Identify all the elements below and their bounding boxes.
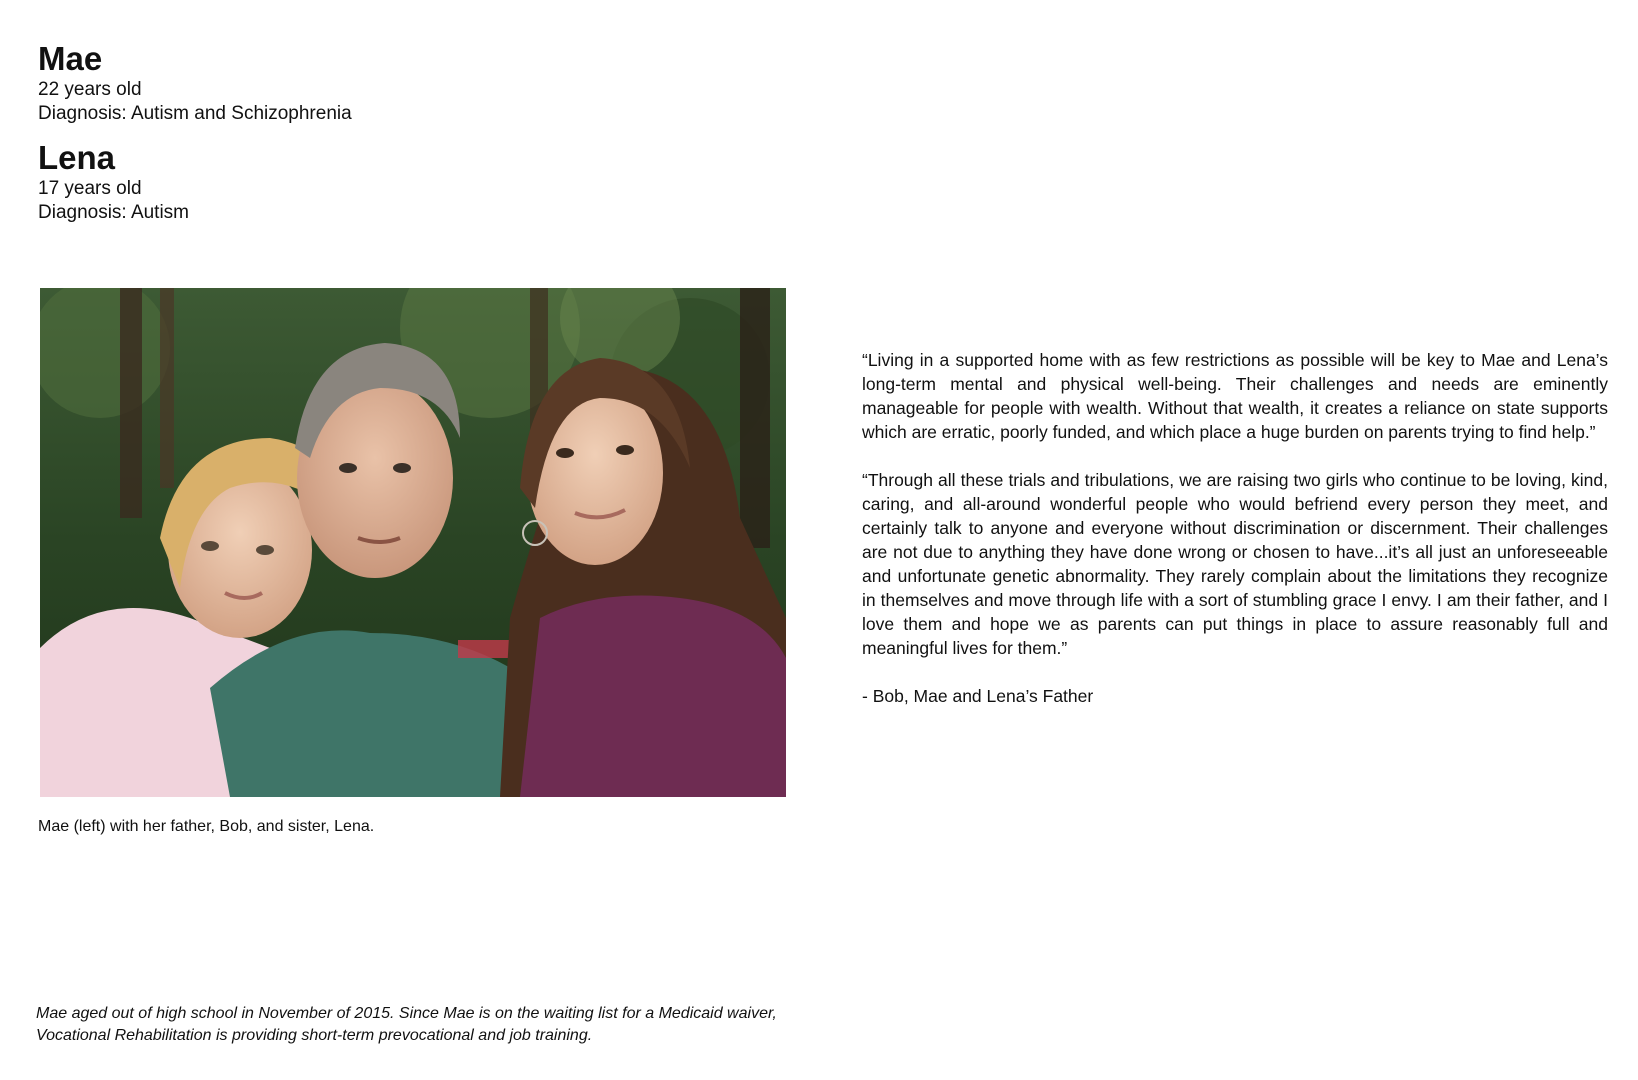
photo-caption: Mae (left) with her father, Bob, and sister, Lena. (38, 818, 375, 835)
footnote: Mae aged out of high school in November of 2015. Since Mae is on the waiting list for a Medicaid waiver, Vocational Rehabilitation is providing short-term prevocational and job training. (36, 1005, 777, 1044)
profile-age: 22 years old (38, 79, 142, 100)
family-photo (40, 288, 786, 797)
quote-block (862, 348, 1608, 708)
profile-mae (38, 40, 352, 126)
quote-paragraph: “Living in a supported home with as few restrictions as possible will be key to Mae and Lena’s long-term mental and physical well-being. Their challenges and needs are eminently manageable for people with wealth. Without that wealth, it creates a reliance on state supports which are erratic, poorly funded, and which place a huge burden on parents trying to find help.” (862, 350, 1608, 442)
profile-name: Mae (38, 40, 103, 77)
profile-diagnosis: Diagnosis: Autism and Schizophrenia (38, 103, 352, 124)
quote-attribution: - Bob, Mae and Lena’s Father (862, 686, 1094, 706)
quote-paragraph: “Through all these trials and tribulations, we are raising two girls who continue to be loving, kind, caring, and all-around wonderful people who would befriend every person they meet, and certainly talk to anyone and everyone without discrimination or discernment. Their challenges are not due to anything they have done wrong or chosen to have...it’s all just an unforeseeable and unfortunate genetic abnormality. They rarely complain about the limitations they recognize in themselves and move through life with a sort of stumbling grace I envy. I am their father, and I love them and hope we as parents can put things in place to assure reasonably full and meaningful lives for them.” (862, 470, 1608, 658)
profile-age: 17 years old (38, 178, 142, 199)
profile-diagnosis: Diagnosis: Autism (38, 202, 190, 223)
profile-lena (38, 139, 189, 225)
profile-name: Lena (38, 139, 116, 176)
